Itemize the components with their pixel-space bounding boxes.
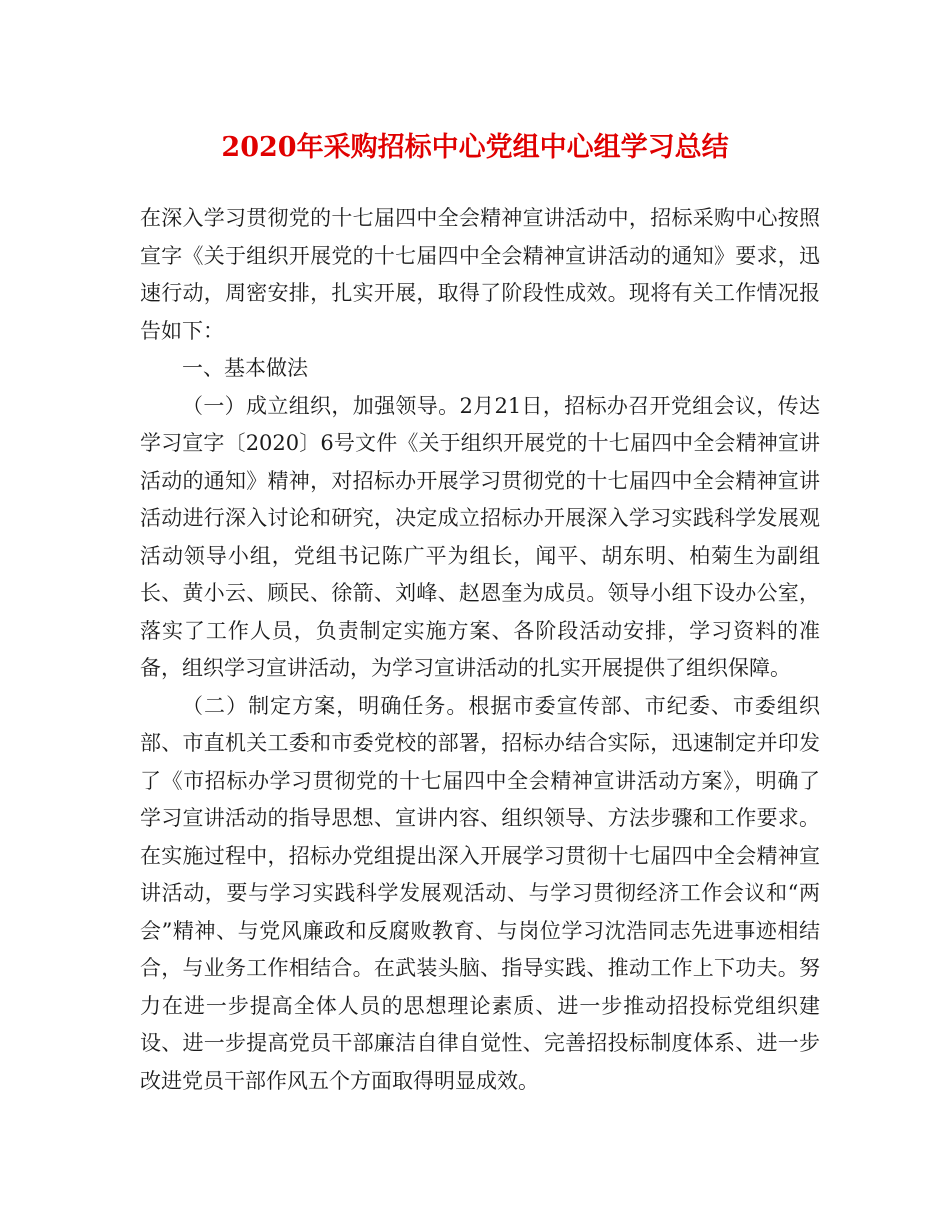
paragraph-establish-organization: （一）成立组织，加强领导。2月21日，招标办召开党组会议，传达学习宣字〔2020〕6号文件《关于组织开展党的十七届四中全会精神宣讲活动的通知》精神，对招标办开展学习贯彻党的十七届四中全会精神宣讲活动进行深入讨论和研究，决定成立招标办开展深入学习实践科学发展观活动领导小组，党组书记陈广平为组长，闻平、胡东明、柏菊生为副组长、黄小云、顾民、徐箭、刘峰、赵恩奎为成员。领导小组下设办公室，落实了工作人员，负责制定实施方案、各阶段活动安排，学习资料的准备，组织学习宣讲活动，为学习宣讲活动的扎实开展提供了组织保障。: [140, 393, 820, 680]
document-title: 2020年采购招标中心党组中心组学习总结: [221, 132, 729, 163]
paragraph-formulate-plan: （二）制定方案，明确任务。根据市委宣传部、市纪委、市委组织部、市直机关工委和市委党校的部署，招标办结合实际，迅速制定并印发了《市招标办学习贯彻党的十七届四中全会精神宣讲活动方案》，明确了学习宣讲活动的指导思想、宣讲内容、组织领导、方法步骤和工作要求。在实施过程中，招标办党组提出深入开展学习贯彻十七届四中全会精神宣讲活动，要与学习实践科学发展观活动、与学习贯彻经济工作会议和“两会”精神、与党风廉政和反腐败教育、与岗位学习沈浩同志先进事迹相结合，与业务工作相结合。在武装头脑、指导实践、推动工作上下功夫。努力在进一步提高全体人员的思想理论素质、进一步推动招投标党组织建设、进一步提高党员干部廉洁自律自觉性、完善招投标制度体系、进一步改进党员干部作风五个方面取得明显成效。: [140, 693, 820, 1093]
document-body: [140, 200, 820, 1100]
section-heading-basic-practice: 一、基本做法: [182, 356, 308, 380]
intro-paragraph: 在深入学习贯彻党的十七届四中全会精神宣讲活动中，招标采购中心按照宣字《关于组织开展党的十七届四中全会精神宣讲活动的通知》要求，迅速行动，周密安排，扎实开展，取得了阶段性成效。现将有关工作情况报告如下：: [140, 206, 820, 343]
